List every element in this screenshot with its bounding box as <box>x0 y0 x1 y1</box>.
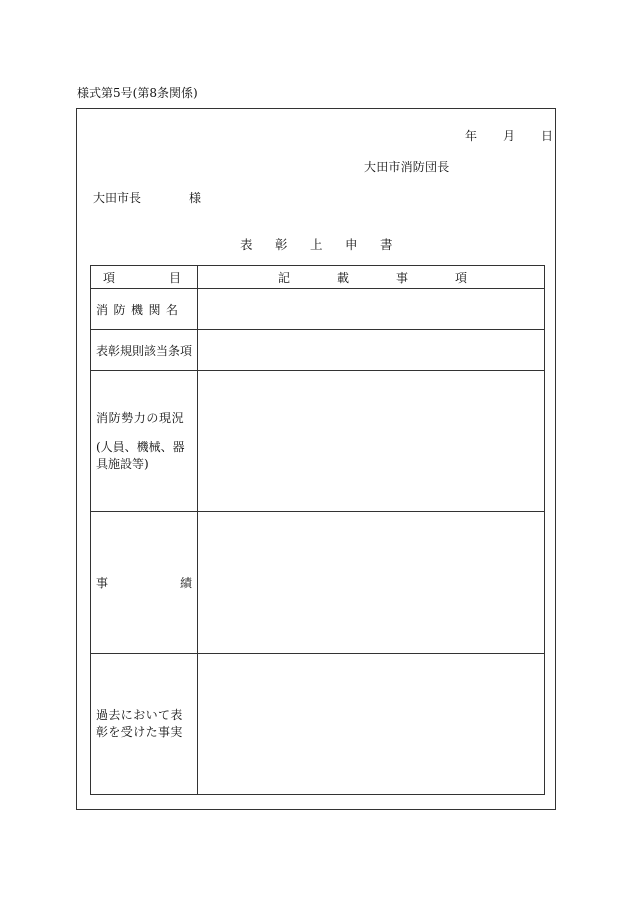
form-frame <box>76 108 556 810</box>
header-value-char: 事 <box>396 271 409 285</box>
table-row <box>91 289 545 330</box>
achievement-label-cell <box>91 512 198 654</box>
header-value-char: 記 <box>278 271 291 285</box>
form-number: 様式第5号(第8条関係) <box>77 86 198 100</box>
table-row <box>91 654 545 795</box>
title-char: 表 <box>240 237 253 252</box>
document-title <box>240 235 398 251</box>
agency-label: 消防機関名 <box>96 302 184 317</box>
achievement-label-char: 事 <box>96 576 109 590</box>
strength-label-cell <box>91 371 198 512</box>
recipient-name: 大田市長 <box>93 191 142 205</box>
date-line <box>465 127 553 141</box>
header-label-char: 項 <box>103 270 116 285</box>
past-awards-value-cell[interactable] <box>198 654 545 795</box>
date-year-label: 年 <box>465 129 478 143</box>
header-value-char: 載 <box>337 271 350 285</box>
table-header-row <box>91 266 545 289</box>
title-char: 書 <box>380 237 393 252</box>
strength-sublabel: (人員、機械、器具施設等) <box>96 439 185 471</box>
agency-label-cell <box>91 289 198 330</box>
past-awards-label: 過去において表彰を受けた事実 <box>96 708 183 739</box>
header-value-char: 項 <box>455 271 468 285</box>
rule-value-cell[interactable] <box>198 330 545 371</box>
date-day-label: 日 <box>541 129 554 143</box>
table-row <box>91 371 545 512</box>
past-awards-label-cell <box>91 654 198 795</box>
sender-title: 大田市消防団長 <box>364 160 450 174</box>
agency-value-cell[interactable] <box>198 289 545 330</box>
rule-label: 表彰規則該当条項 <box>96 343 193 358</box>
strength-label: 消防勢力の現況 <box>96 410 185 425</box>
achievement-value-cell[interactable] <box>198 512 545 654</box>
header-label-char: 目 <box>168 270 181 285</box>
header-value-cell <box>198 266 545 289</box>
title-char: 上 <box>310 237 323 252</box>
award-report-table <box>90 265 545 795</box>
recipient-honorific: 様 <box>189 191 202 205</box>
rule-label-cell <box>91 330 198 371</box>
achievement-label-char: 績 <box>179 576 192 590</box>
title-char: 彰 <box>275 237 288 252</box>
strength-value-cell[interactable] <box>198 371 545 512</box>
header-label-cell <box>91 266 198 289</box>
table-row <box>91 512 545 654</box>
table-row <box>91 330 545 371</box>
date-month-label: 月 <box>503 129 516 143</box>
title-char: 申 <box>345 237 358 252</box>
